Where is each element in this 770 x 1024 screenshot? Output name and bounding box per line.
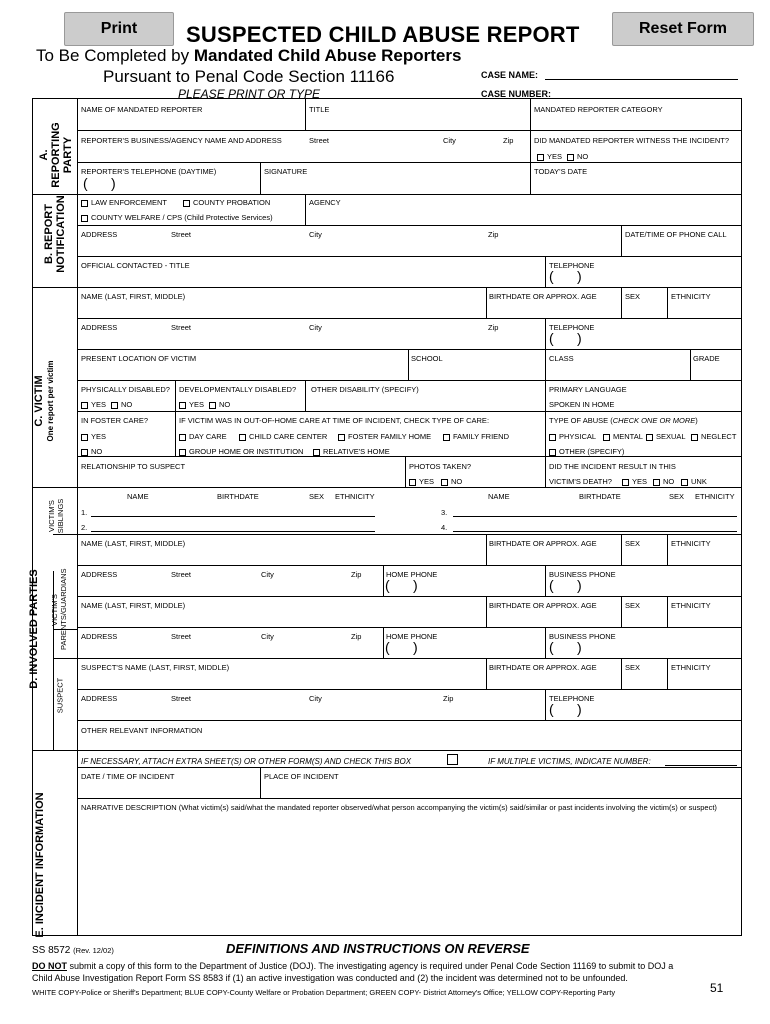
- family-friend-option[interactable]: [443, 432, 509, 441]
- reporter-phone-label: REPORTER'S TELEPHONE (DAYTIME): [81, 167, 217, 176]
- section-c-title: C. VICTIM: [33, 375, 45, 427]
- suspect-name-label: SUSPECT'S NAME (LAST, FIRST, MIDDLE): [81, 663, 230, 672]
- instructions-text-1: submit a copy of this form to the Department of Justice (DOJ). The investigating agency is required under Penal Code Section 11169 to submit to DOJ a: [67, 961, 674, 971]
- class-label: CLASS: [549, 354, 574, 363]
- parent2-ethnicity-label: ETHNICITY: [671, 601, 711, 610]
- suspect-zip-label: Zip: [443, 694, 454, 703]
- parent1-business-phone-parens[interactable]: ( ): [549, 577, 582, 593]
- witness-yes-text: YES: [547, 152, 563, 161]
- mental-text: MENTAL: [613, 432, 643, 441]
- reporter-name-label: NAME OF MANDATED REPORTER: [81, 105, 203, 114]
- parent2-business-phone-label: BUSINESS PHONE: [549, 632, 616, 641]
- neglect-checkbox[interactable]: [691, 434, 698, 441]
- county-welfare-option[interactable]: [81, 213, 273, 222]
- abuse-type-label: [549, 416, 698, 425]
- other-abuse-text: OTHER (SPECIFY): [559, 447, 625, 456]
- dev-yes[interactable]: [179, 400, 204, 409]
- section-e-label: E. INCIDENT INFORMATION: [34, 792, 46, 938]
- relative-home-text: RELATIVE'S HOME: [323, 447, 390, 456]
- foster-no-text: NO: [91, 447, 103, 456]
- parent2-birthdate-label: BIRTHDATE OR APPROX. AGE: [489, 601, 597, 610]
- subtitle-prefix: To Be Completed by: [36, 46, 190, 65]
- foster-yes[interactable]: [81, 432, 106, 441]
- child-care-text: CHILD CARE CENTER: [249, 432, 328, 441]
- foster-care-label: IN FOSTER CARE?: [81, 416, 149, 425]
- section-c-label: [33, 341, 57, 461]
- witness-yes[interactable]: [537, 152, 562, 161]
- witness-no-checkbox[interactable]: [567, 154, 574, 161]
- foster-no-checkbox[interactable]: [81, 449, 88, 456]
- parent2-zip-label: Zip: [351, 632, 362, 641]
- suspect-telephone-parens[interactable]: ( ): [549, 701, 582, 717]
- sibling-3-num: 3.: [441, 508, 448, 517]
- child-care-checkbox[interactable]: [239, 434, 246, 441]
- phys-no-text: NO: [121, 400, 133, 409]
- sib-sex-header-2: SEX: [669, 492, 685, 501]
- multiple-victims-label: IF MULTIPLE VICTIMS, INDICATE NUMBER:: [488, 757, 651, 766]
- family-friend-text: FAMILY FRIEND: [453, 432, 509, 441]
- school-label: SCHOOL: [411, 354, 443, 363]
- a-city-label: City: [443, 136, 456, 145]
- county-probation-option[interactable]: [183, 198, 270, 207]
- neglect-text: NEGLECT: [701, 432, 737, 441]
- county-welfare-checkbox[interactable]: [81, 215, 88, 222]
- sibling-2-line[interactable]: [91, 531, 375, 532]
- mental-checkbox[interactable]: [603, 434, 610, 441]
- attach-sheets-checkbox[interactable]: [447, 754, 458, 765]
- parents-l1: VICTIM'S: [50, 594, 59, 626]
- section-b-line1: B. REPORT: [43, 204, 55, 264]
- multiple-victims-field[interactable]: [665, 765, 737, 766]
- dev-no-checkbox[interactable]: [209, 402, 216, 409]
- official-contacted-label: OFFICIAL CONTACTED - TITLE: [81, 261, 190, 270]
- witness-no-text: NO: [577, 152, 589, 161]
- death-no[interactable]: [653, 477, 674, 486]
- care-type-label: IF VICTIM WAS IN OUT-OF-HOME CARE AT TIME OF INCIDENT, CHECK TYPE OF CARE:: [179, 416, 490, 425]
- law-enforcement-option[interactable]: [81, 198, 167, 207]
- sibling-1-line[interactable]: [91, 516, 375, 517]
- agency-label: AGENCY: [309, 198, 341, 207]
- phys-yes[interactable]: [81, 400, 106, 409]
- phys-disabled-label: PHYSICALLY DISABLED?: [81, 385, 170, 394]
- business-address-label: REPORTER'S BUSINESS/AGENCY NAME AND ADDRESS: [81, 136, 282, 145]
- b-zip-label: Zip: [488, 230, 499, 239]
- suspect-sex-label: SEX: [625, 663, 641, 672]
- foster-yes-text: YES: [91, 432, 107, 441]
- sib-ethnicity-header-2: ETHNICITY: [695, 492, 735, 501]
- sib-birthdate-header-2: BIRTHDATE: [579, 492, 621, 501]
- form-subtitle-2: Pursuant to Penal Code Section 11166: [103, 67, 395, 86]
- b-address-label: ADDRESS: [81, 230, 118, 239]
- form-title: SUSPECTED CHILD ABUSE REPORT: [186, 22, 580, 47]
- section-a-letter: A.: [38, 149, 50, 161]
- sibling-4-line[interactable]: [453, 531, 737, 532]
- physical-text: PHYSICAL: [559, 432, 597, 441]
- mental-option[interactable]: [603, 432, 643, 441]
- family-friend-checkbox[interactable]: [443, 434, 450, 441]
- reset-form-button[interactable]: Reset Form: [612, 12, 754, 46]
- other-disability-label: OTHER DISABILITY (SPECIFY): [311, 385, 419, 394]
- abuse-type-italic: CHECK ONE OR MORE: [612, 416, 696, 425]
- death-unk[interactable]: [681, 477, 707, 486]
- siblings-l2: SIBLINGS: [56, 498, 65, 534]
- dev-disabled-label: DEVELOPMENTALLY DISABLED?: [179, 385, 297, 394]
- instructions-line-1: [32, 961, 673, 971]
- suspect-address-label: ADDRESS: [81, 694, 118, 703]
- form-subtitle: [36, 46, 461, 66]
- dev-yes-text: YES: [189, 400, 205, 409]
- other-abuse-checkbox[interactable]: [549, 449, 556, 456]
- other-abuse-option[interactable]: [549, 447, 624, 456]
- victim-birthdate-label: BIRTHDATE OR APPROX. AGE: [489, 292, 597, 301]
- parent2-business-phone-parens[interactable]: ( ): [549, 639, 582, 655]
- witness-yes-checkbox[interactable]: [537, 154, 544, 161]
- parent1-sex-label: SEX: [625, 539, 641, 548]
- parent1-home-phone-parens[interactable]: ( ): [385, 577, 418, 593]
- spoken-home-label: SPOKEN IN HOME: [549, 400, 615, 409]
- b-city-label: City: [309, 230, 322, 239]
- law-enforcement-text: LAW ENFORCEMENT: [91, 198, 167, 207]
- please-print-note: PLEASE PRINT OR TYPE: [178, 87, 321, 101]
- do-not-text: DO NOT: [32, 961, 67, 971]
- dev-no[interactable]: [209, 400, 230, 409]
- parents-l2: PARENTS/GUARDIANS: [59, 568, 68, 650]
- death-question-label: DID THE INCIDENT RESULT IN THIS: [549, 462, 676, 471]
- narrative-field[interactable]: [77, 815, 739, 933]
- copies-distribution: WHITE COPY-Police or Sheriff's Department; BLUE COPY-County Welfare or Probation Department; GREEN COPY- District Attorney's Office; YELLOW COPY-Reporting Party: [32, 988, 616, 997]
- victim-zip-label: Zip: [488, 323, 499, 332]
- victim-address-label: ADDRESS: [81, 323, 118, 332]
- county-probation-checkbox[interactable]: [183, 200, 190, 207]
- page-number: 51: [710, 981, 724, 995]
- section-a-word1: REPORTING: [50, 122, 62, 188]
- physical-checkbox[interactable]: [549, 434, 556, 441]
- b-street-label: Street: [171, 230, 192, 239]
- death-unk-text: UNK: [691, 477, 707, 486]
- parent1-business-phone-label: BUSINESS PHONE: [549, 570, 616, 579]
- witness-label: DID MANDATED REPORTER WITNESS THE INCIDENT?: [534, 136, 730, 145]
- reporter-category-label: MANDATED REPORTER CATEGORY: [534, 105, 663, 114]
- print-button[interactable]: Print: [64, 12, 174, 46]
- foster-yes-checkbox[interactable]: [81, 434, 88, 441]
- parent1-street-label: Street: [171, 570, 192, 579]
- instructions-line-2: Child Abuse Investigation Report Form SS 8583 if (1) an active investigation was conducted and (2) the incident was determined not to be unfounded.: [32, 973, 628, 983]
- group-home-option[interactable]: [179, 447, 303, 456]
- parent1-address-label: ADDRESS: [81, 570, 118, 579]
- case-name-label: CASE NAME:: [481, 70, 539, 80]
- narrative-label: NARRATIVE DESCRIPTION (What victim(s) said/what the mandated reporter observed/what person accompanying the victim(s) said/similar or past incidents involving the victim(s) or suspect): [81, 803, 717, 812]
- title-label: TITLE: [309, 105, 330, 114]
- parent1-birthdate-label: BIRTHDATE OR APPROX. AGE: [489, 539, 597, 548]
- relative-home-checkbox[interactable]: [313, 449, 320, 456]
- victim-telephone-parens[interactable]: ( ): [549, 330, 582, 346]
- suspect-ethnicity-label: ETHNICITY: [671, 663, 711, 672]
- section-b-label: [43, 186, 67, 282]
- victim-street-label: Street: [171, 323, 192, 332]
- parent2-name-label: NAME (LAST, FIRST, MIDDLE): [81, 601, 186, 610]
- victim-ethnicity-label: ETHNICITY: [671, 292, 711, 301]
- form-id: [32, 945, 114, 956]
- photos-yes-checkbox[interactable]: [409, 479, 416, 486]
- sexual-text: SEXUAL: [656, 432, 686, 441]
- parent1-home-phone-label: HOME PHONE: [386, 570, 438, 579]
- abuse-type-prefix: TYPE OF ABUSE (: [549, 416, 613, 425]
- suspect-telephone-label: TELEPHONE: [549, 694, 595, 703]
- physical-option[interactable]: [549, 432, 596, 441]
- incident-datetime-label: DATE / TIME OF INCIDENT: [81, 772, 175, 781]
- b-telephone-label: TELEPHONE: [549, 261, 595, 270]
- dev-no-text: NO: [219, 400, 231, 409]
- a-street-label: Street: [309, 136, 330, 145]
- victim-name-label: NAME (LAST, FIRST, MIDDLE): [81, 292, 186, 301]
- reporter-phone-parens[interactable]: ( ): [83, 175, 116, 191]
- sexual-option[interactable]: [646, 432, 686, 441]
- phys-no-checkbox[interactable]: [111, 402, 118, 409]
- parent1-ethnicity-label: ETHNICITY: [671, 539, 711, 548]
- definitions-heading: DEFINITIONS AND INSTRUCTIONS ON REVERSE: [226, 941, 530, 956]
- day-care-option[interactable]: [179, 432, 227, 441]
- death-yes[interactable]: [622, 477, 647, 486]
- county-probation-text: COUNTY PROBATION: [193, 198, 271, 207]
- abuse-type-suffix: ): [695, 416, 698, 425]
- parent2-sex-label: SEX: [625, 601, 641, 610]
- parent1-zip-label: Zip: [351, 570, 362, 579]
- witness-no[interactable]: [567, 152, 588, 161]
- photos-no-text: NO: [451, 477, 463, 486]
- grade-label: GRADE: [693, 354, 720, 363]
- victim-death-label: VICTIM'S DEATH?: [549, 477, 612, 486]
- child-care-option[interactable]: [239, 432, 327, 441]
- section-d-label: D. INVOLVED PARTIES: [28, 569, 40, 689]
- case-name-field[interactable]: [545, 79, 738, 80]
- victim-location-label: PRESENT LOCATION OF VICTIM: [81, 354, 197, 363]
- siblings-l1: VICTIM'S: [47, 500, 56, 532]
- sibling-1-num: 1.: [81, 508, 88, 517]
- attach-sheets-label: IF NECESSARY, ATTACH EXTRA SHEET(S) OR OTHER FORM(S) AND CHECK THIS BOX: [81, 757, 412, 766]
- sib-birthdate-header: BIRTHDATE: [217, 492, 259, 501]
- sexual-checkbox[interactable]: [646, 434, 653, 441]
- form-id-number: SS 8572: [32, 945, 71, 956]
- sib-ethnicity-header: ETHNICITY: [335, 492, 375, 501]
- siblings-label: [47, 491, 65, 541]
- victim-telephone-label: TELEPHONE: [549, 323, 595, 332]
- photos-no-checkbox[interactable]: [441, 479, 448, 486]
- other-info-label: OTHER RELEVANT INFORMATION: [81, 726, 203, 735]
- suspect-street-label: Street: [171, 694, 192, 703]
- section-b-line2: NOTIFICATION: [55, 195, 67, 273]
- parent1-name-label: NAME (LAST, FIRST, MIDDLE): [81, 539, 186, 548]
- phys-no[interactable]: [111, 400, 132, 409]
- suspect-label: SUSPECT: [55, 677, 65, 714]
- foster-no[interactable]: [81, 447, 102, 456]
- group-home-checkbox[interactable]: [179, 449, 186, 456]
- death-unk-checkbox[interactable]: [681, 479, 688, 486]
- phys-yes-text: YES: [91, 400, 107, 409]
- suspect-city-label: City: [309, 694, 322, 703]
- incident-place-label: PLACE OF INCIDENT: [264, 772, 339, 781]
- death-yes-text: YES: [632, 477, 648, 486]
- suspect-birthdate-label: BIRTHDATE OR APPROX. AGE: [489, 663, 597, 672]
- sibling-2-num: 2.: [81, 523, 88, 532]
- todays-date-label: TODAY'S DATE: [534, 167, 588, 176]
- signature-label: SIGNATURE: [264, 167, 308, 176]
- report-form: [28, 98, 742, 938]
- section-a-word2: PARTY: [62, 136, 74, 174]
- parents-label: [50, 570, 68, 650]
- parent1-city-label: City: [261, 570, 274, 579]
- parent2-home-phone-label: HOME PHONE: [386, 632, 438, 641]
- victim-sex-label: SEX: [625, 292, 641, 301]
- primary-language-label: PRIMARY LANGUAGE: [549, 385, 627, 394]
- neglect-option[interactable]: [691, 432, 736, 441]
- death-yes-checkbox[interactable]: [622, 479, 629, 486]
- photos-no[interactable]: [441, 477, 462, 486]
- parent2-street-label: Street: [171, 632, 192, 641]
- day-care-checkbox[interactable]: [179, 434, 186, 441]
- dev-yes-checkbox[interactable]: [179, 402, 186, 409]
- section-c-sub: One report per victim: [46, 360, 55, 442]
- county-welfare-text: COUNTY WELFARE / CPS (Child Protective Services): [91, 213, 273, 222]
- sibling-4-num: 4.: [441, 523, 448, 532]
- phys-yes-checkbox[interactable]: [81, 402, 88, 409]
- date-time-call-label: DATE/TIME OF PHONE CALL: [625, 230, 727, 239]
- group-home-text: GROUP HOME OR INSTITUTION: [189, 447, 304, 456]
- relationship-suspect-label: RELATIONSHIP TO SUSPECT: [81, 462, 186, 471]
- death-no-text: NO: [663, 477, 675, 486]
- law-enforcement-checkbox[interactable]: [81, 200, 88, 207]
- sib-name-header: NAME: [127, 492, 149, 501]
- sib-name-header-2: NAME: [488, 492, 510, 501]
- photos-yes-text: YES: [419, 477, 435, 486]
- form-revision: (Rev. 12/02): [73, 946, 114, 955]
- parent2-city-label: City: [261, 632, 274, 641]
- a-zip-label: Zip: [503, 136, 514, 145]
- foster-home-text: FOSTER FAMILY HOME: [348, 432, 432, 441]
- death-no-checkbox[interactable]: [653, 479, 660, 486]
- sibling-3-line[interactable]: [453, 516, 737, 517]
- foster-home-option[interactable]: [338, 432, 431, 441]
- victim-city-label: City: [309, 323, 322, 332]
- case-number-label: CASE NUMBER:: [481, 89, 552, 99]
- photos-yes[interactable]: [409, 477, 434, 486]
- parent2-home-phone-parens[interactable]: ( ): [385, 639, 418, 655]
- b-telephone-parens[interactable]: ( ): [549, 268, 582, 284]
- day-care-text: DAY CARE: [189, 432, 227, 441]
- subtitle-bold: Mandated Child Abuse Reporters: [193, 46, 462, 65]
- foster-home-checkbox[interactable]: [338, 434, 345, 441]
- photos-taken-label: PHOTOS TAKEN?: [409, 462, 472, 471]
- parent2-address-label: ADDRESS: [81, 632, 118, 641]
- sib-sex-header: SEX: [309, 492, 325, 501]
- relative-home-option[interactable]: [313, 447, 390, 456]
